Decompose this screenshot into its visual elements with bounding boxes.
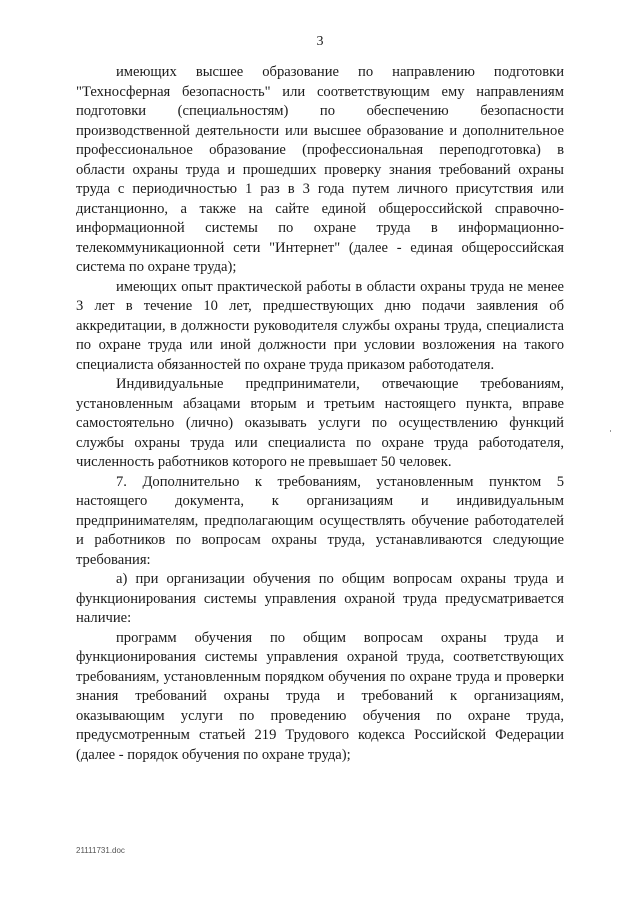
paragraph-subitem-a: а) при организации обучения по общим вопросам охраны труда и функционирования системы управления охраной труда предусматривается наличие: [76, 571, 564, 626]
paragraph-training-programs: программ обучения по общим вопросам охраны труда и функционирования системы управления охраной труда, соответствующих требованиям, установленным порядком обучения по охране труда и проверки знания требований охраны труда и требований к организациям, оказывающим услуги по проведению обучения по охране труда, предусмотренным статьей 219 Трудового кодекса Российской Федерации (далее - порядок обучения по охране труда); [76, 629, 564, 763]
paragraph-work-experience: имеющих опыт практической работы в области охраны труда не менее 3 лет в течение 10 лет, предшествующих дню подачи заявления об аккредитации, в должности руководителя службы охраны труда, специалиста по охране труда или иной должности при условии возложения на такого специалиста обязанностей по охране труда приказом работодателя. [76, 278, 564, 373]
footer-file-code: 21111731.doc [76, 846, 125, 855]
margin-mark [610, 430, 611, 432]
paragraph-item-7: 7. Дополнительно к требованиям, установленным пунктом 5 настоящего документа, к организациям и индивидуальным предпринимателям, предполагающим осуществлять обучение работодателей и работников по вопросам охраны труда, устанавливаются следующие требования: [76, 473, 564, 568]
paragraph-higher-education: имеющих высшее образование по направлению подготовки "Техносферная безопасность" или соответствующим ему направлениям подготовки (специальностям) по обеспечению безопасности производственной деятельности или высшее образование и дополнительное профессиональное образование (профессиональная переподготовка) в области охраны труда и прошедших проверку знания требований охраны труда с периодичностью 1 раз в 3 года путем личного присутствия или дистанционно, а также на сайте единой общероссийской справочно-информационной системы по охране труда в информационно-телекоммуникационной сети "Интернет" (далее - единая общероссийская система по охране труда); [76, 64, 564, 275]
document-body [76, 63, 564, 765]
paragraph-individual-entrepreneurs: Индивидуальные предприниматели, отвечающие требованиям, установленным абзацами вторым и третьим настоящего пункта, вправе самостоятельно (лично) оказывать услуги по осуществлению функций службы охраны труда или специалиста по охране труда работодателя, численность работников которого не превышает 50 человек. [76, 376, 564, 470]
page-number: 3 [316, 34, 324, 49]
